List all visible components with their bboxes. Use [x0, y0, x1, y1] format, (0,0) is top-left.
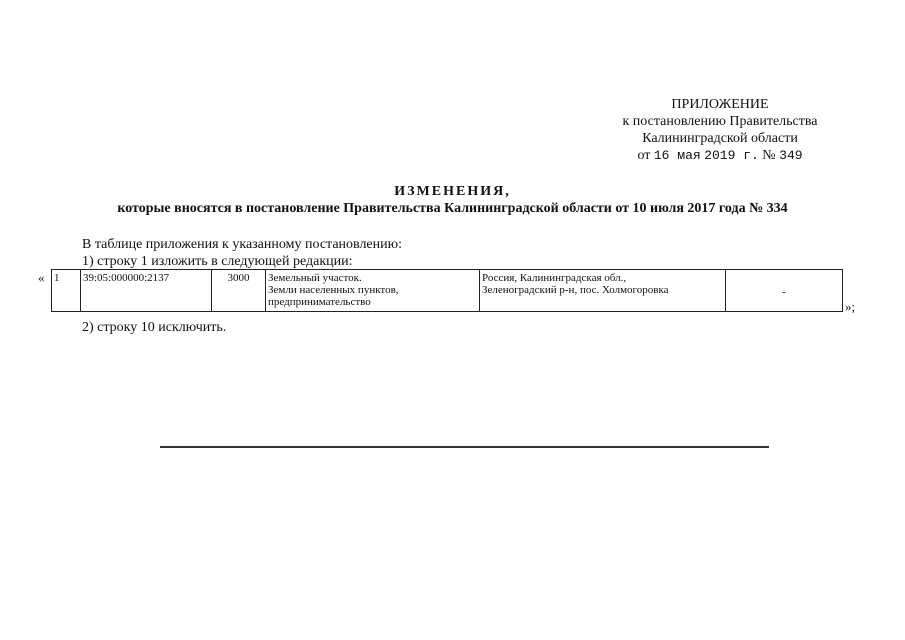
table-row	[52, 270, 843, 312]
cell-area: 3000	[212, 270, 266, 312]
intro-paragraph: В таблице приложения к указанному постановлению:	[82, 237, 402, 252]
quote-close: »;	[845, 299, 856, 314]
date-value: 16 мая	[653, 148, 701, 163]
appendix-line-2: Калининградской области	[642, 131, 798, 146]
address-line-1: Россия, Калининградская обл.,	[482, 272, 627, 284]
cell-cadastral-number: 39:05:000000:2137	[81, 270, 212, 312]
address-line-2: Зеленоградский р-н, пос. Холмогоровка	[482, 284, 669, 296]
category-line-1: Земельный участок.	[268, 272, 362, 284]
end-separator-line	[160, 446, 769, 448]
document-subtitle: которые вносятся в постановление Правительства Калининградской области от 10 июля 2017 года № 334	[117, 201, 788, 216]
category-line-2: Земли населенных пунктов,	[268, 284, 399, 296]
item-2-paragraph: 2) строку 10 исключить.	[82, 320, 227, 335]
quote-open: «	[38, 270, 45, 285]
item-1-paragraph: 1) строку 1 изложить в следующей редакции:	[82, 254, 353, 269]
cell-category	[266, 270, 480, 312]
appendix-title: ПРИЛОЖЕНИЕ	[671, 97, 769, 112]
appendix-line-1: к постановлению Правительства	[622, 114, 818, 129]
number-label: №	[762, 148, 776, 163]
category-line-3: предпринимательство	[268, 296, 371, 308]
cell-number: 1	[52, 270, 81, 312]
appendix-date-line	[560, 147, 880, 164]
date-year: 2019 г.	[704, 148, 759, 163]
appendix-header	[560, 96, 880, 164]
cell-address	[480, 270, 726, 312]
amendment-table	[51, 269, 843, 312]
date-prefix: от	[637, 148, 651, 163]
document-title: ИЗМЕНЕНИЯ,	[394, 184, 511, 199]
note-dash: -	[782, 285, 786, 298]
cell-note	[726, 270, 843, 312]
number-value: 349	[779, 148, 803, 163]
